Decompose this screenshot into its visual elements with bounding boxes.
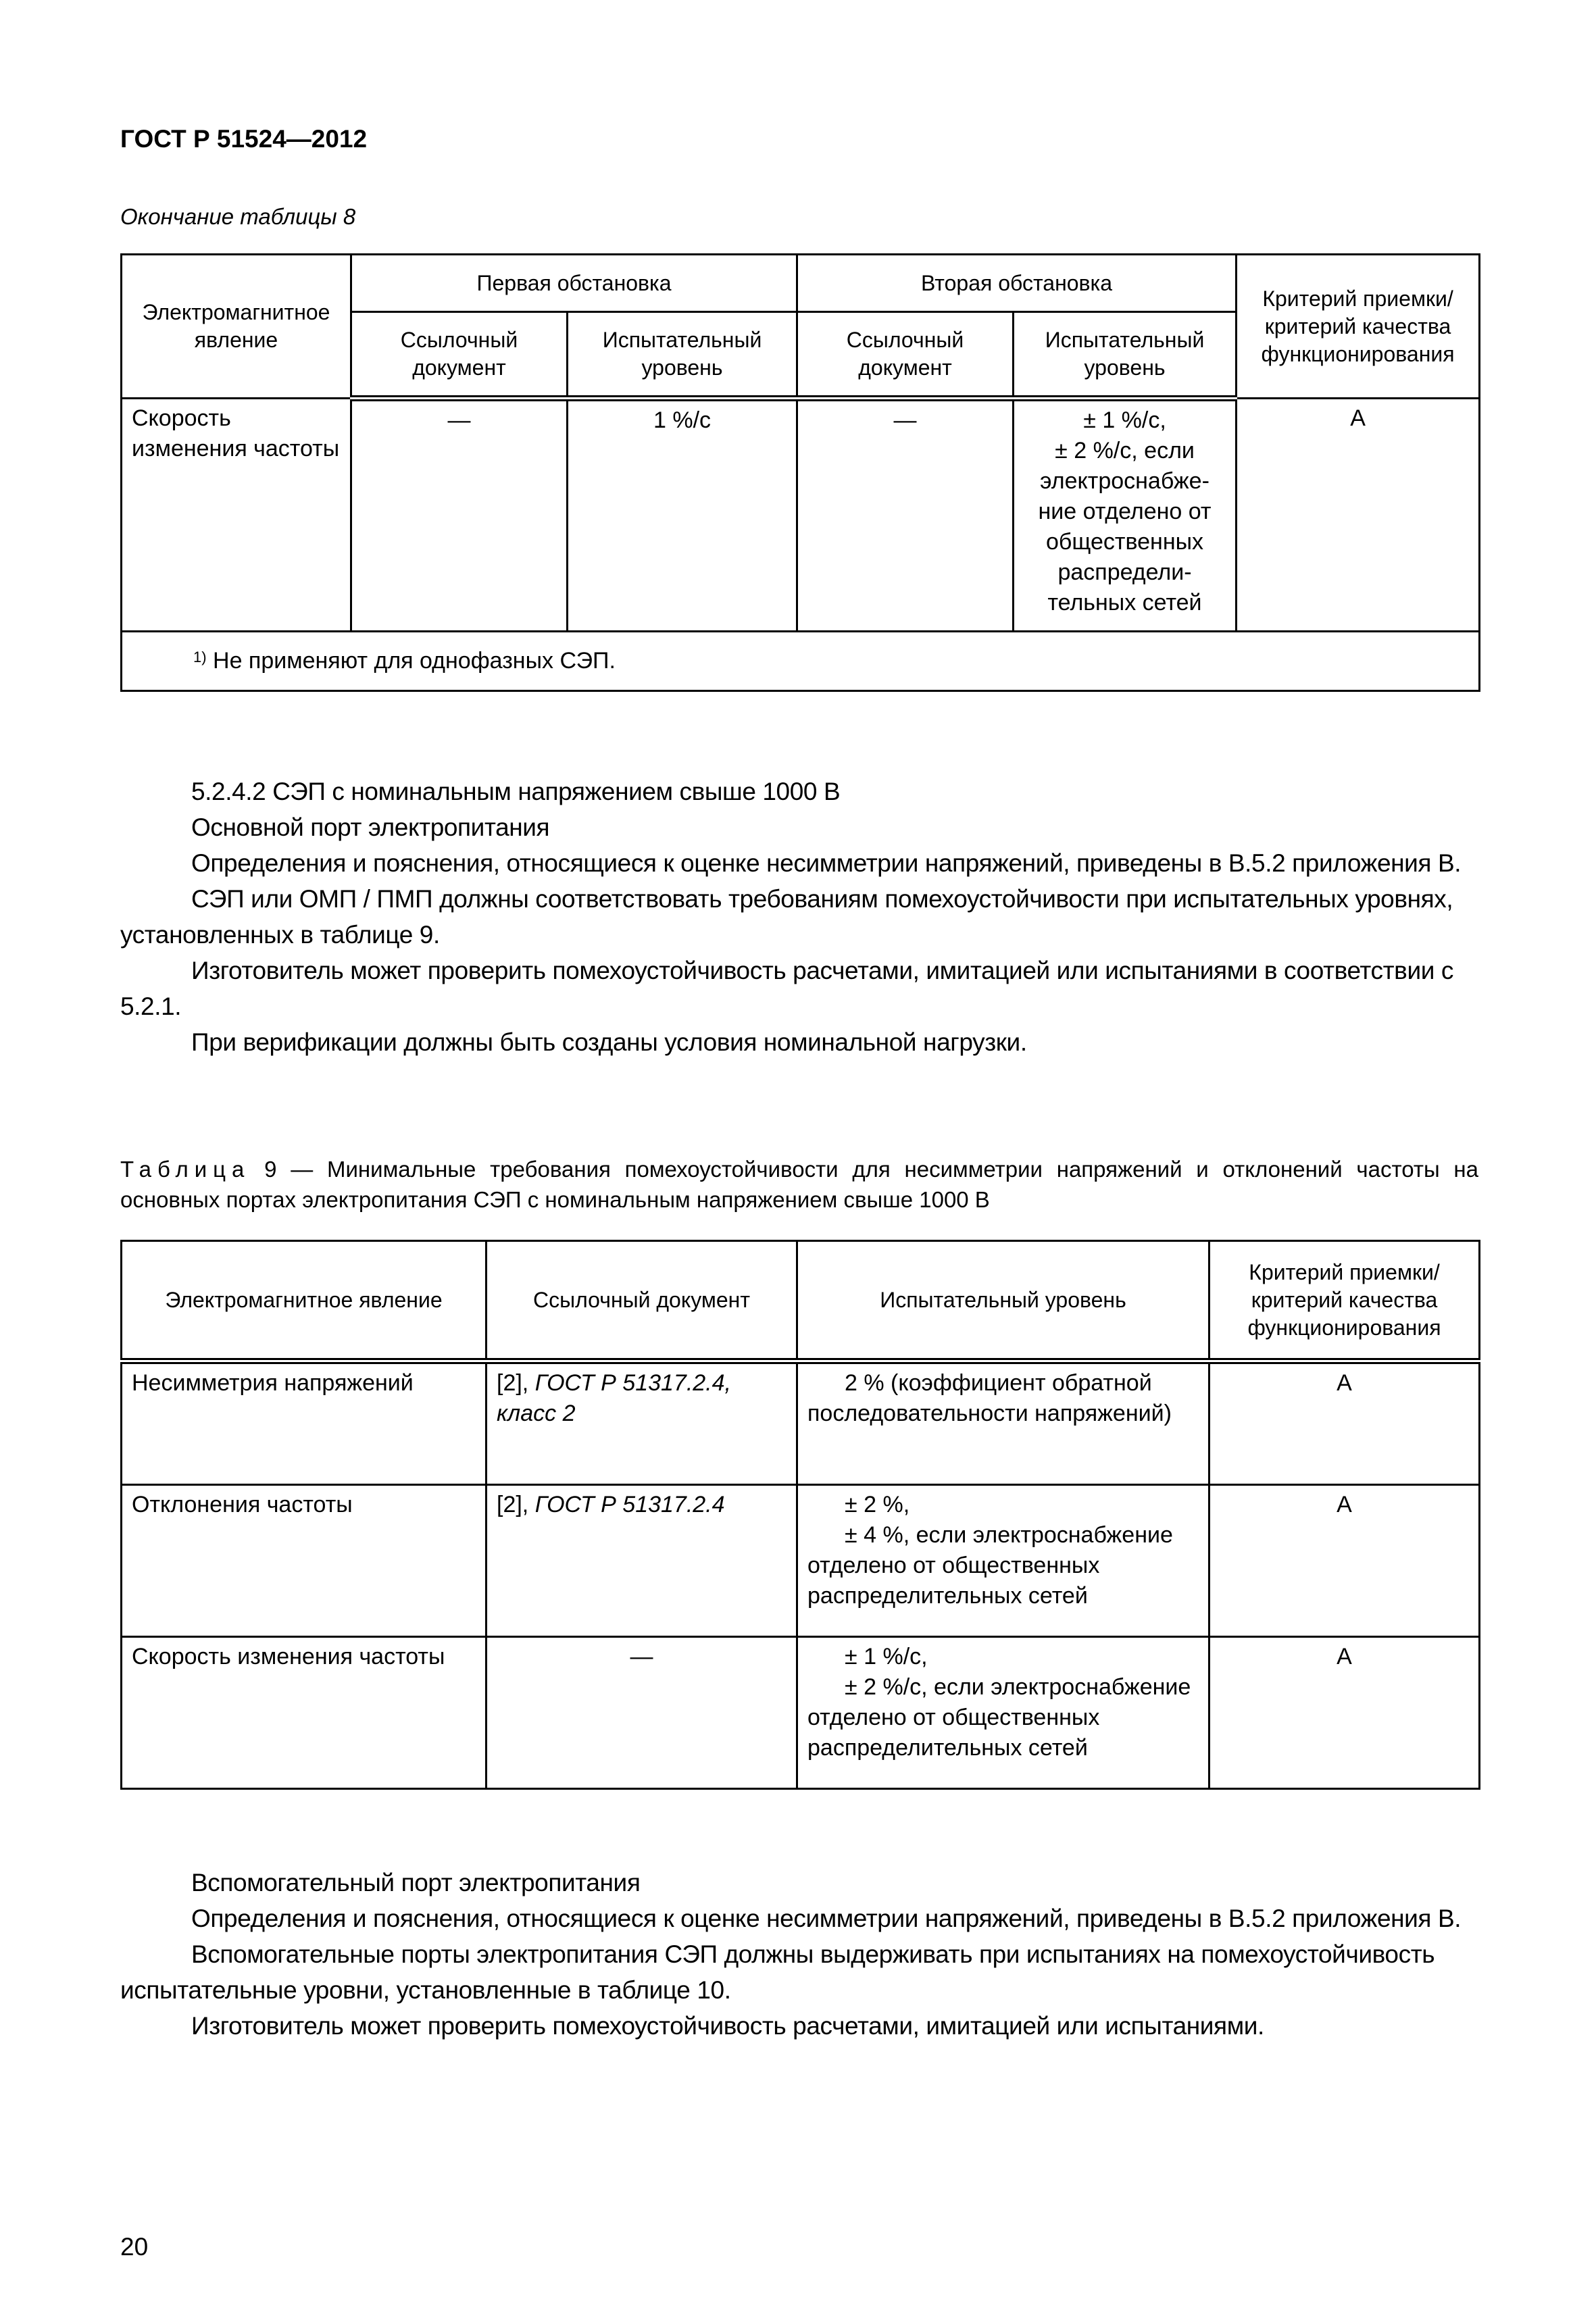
t8-cell-phenomenon: Скорость изменения частоты xyxy=(122,399,351,632)
t8-header-second: Вторая обстановка xyxy=(797,255,1237,312)
t8-cell-criterion: А xyxy=(1237,399,1480,632)
paragraph: Вспомогательные порты электропитания СЭП должны выдерживать при испытаниях на помехоустойчивость испытательные уровни, установленные в таблице 10. xyxy=(120,1940,1435,2004)
t9-cell-phenomenon: Отклонения частоты xyxy=(122,1485,487,1637)
ref-standard: ГОСТ Р 51317.2.4 xyxy=(534,1492,725,1517)
level-line-b: ± 4 %, если электроснабжение отделено от общественных распределительных сетей xyxy=(807,1522,1173,1609)
level-line-b: ± 2 %/с, если электроснабжение отделено от общественных распределительных сетей xyxy=(807,1674,1191,1761)
level-line-a: ± 1 %/с, xyxy=(845,1644,928,1669)
t8-header-level2: Испытательный уровень xyxy=(1014,312,1237,399)
t9-cell-criterion: А xyxy=(1210,1485,1480,1637)
t9-header-ref: Ссылочный документ xyxy=(487,1241,797,1361)
level-line-a: ± 2 %, xyxy=(845,1492,910,1517)
t9-header-criterion: Критерий приемки/ критерий качества функционирования xyxy=(1210,1241,1480,1361)
t8-header-criterion: Критерий приемки/ критерий качества функционирования xyxy=(1237,255,1480,399)
t9-header-level: Испытательный уровень xyxy=(797,1241,1210,1361)
section-2 xyxy=(120,1865,1478,2044)
subsection-heading: Основной порт электропитания xyxy=(191,813,550,841)
t8-header-ref2: Ссылочный документ xyxy=(797,312,1014,399)
t9-cell-phenomenon: Скорость изменения частоты xyxy=(122,1637,487,1789)
t8-cell-ref1: — xyxy=(351,399,568,632)
t9-header-phenomenon: Электромагнитное явление xyxy=(122,1241,487,1361)
t9-cell-level xyxy=(797,1485,1210,1637)
caption-text: 9 — Минимальные требования помехоустойчивости для несимметрии напряжений и отклонений частоты на основных портах электропитания СЭП с номинальным напряжением свыше 1000 В xyxy=(120,1157,1479,1212)
t9-cell-ref xyxy=(487,1361,797,1485)
t9-cell-ref xyxy=(487,1637,797,1789)
t8-header-level: Испытательный уровень xyxy=(568,312,797,399)
table-9-caption xyxy=(120,1154,1478,1215)
t8-header-ref: Ссылочный документ xyxy=(351,312,568,399)
ref-text: — xyxy=(630,1644,653,1669)
t8-cell-level2 xyxy=(1014,399,1237,632)
t9-cell-criterion: А xyxy=(1210,1361,1480,1485)
t9-cell-level xyxy=(797,1361,1210,1485)
table-row xyxy=(122,1485,1480,1637)
table-8 xyxy=(120,253,1480,692)
t9-cell-phenomenon: Несимметрия напряжений xyxy=(122,1361,487,1485)
paragraph: Определения и пояснения, относящиеся к оценке несимметрии напряжений, приведены в В.5.2 приложения В. xyxy=(191,849,1462,877)
ref-standard: ГОСТ Р 51317.2.4, класс 2 xyxy=(497,1370,731,1426)
paragraph: СЭП или ОМП / ПМП должны соответствовать требованиям помехоустойчивости при испытательных уровнях, установленных в таблице 9. xyxy=(120,885,1453,949)
section-heading: 5.2.4.2 СЭП с номинальным напряжением свыше 1000 В xyxy=(191,778,841,805)
table-row xyxy=(122,1637,1480,1789)
t8-footnote xyxy=(122,632,1480,691)
ref-text: [2], xyxy=(497,1492,535,1517)
section-1 xyxy=(120,774,1478,1060)
t8-level2-line-a: ± 1 %/с, xyxy=(1083,407,1166,433)
table-9 xyxy=(120,1240,1480,1790)
page-number: 20 xyxy=(120,2233,149,2261)
t8-header-phenomenon: Электромагнитное явление xyxy=(122,255,351,399)
t9-cell-criterion: А xyxy=(1210,1637,1480,1789)
paragraph: Изготовитель может проверить помехоустойчивость расчетами, имитацией или испытаниями. xyxy=(191,2012,1264,2040)
footnote-mark: 1) xyxy=(193,649,207,665)
table-8-caption: Окончание таблицы 8 xyxy=(120,204,356,229)
level-line-a: 2 % (коэффициент обратной последовательности напряжений) xyxy=(807,1370,1172,1426)
t8-cell-level1: 1 %/с xyxy=(568,399,797,632)
paragraph: При верификации должны быть созданы условия номинальной нагрузки. xyxy=(191,1028,1027,1056)
ref-text: [2], xyxy=(497,1370,535,1396)
t9-cell-ref xyxy=(487,1485,797,1637)
footnote-text: Не применяют для однофазных СЭП. xyxy=(213,648,616,674)
t8-level2-line-b: ± 2 %/с, если электроснабже-ние отделено от общественных распредели-тельных сетей xyxy=(1038,438,1212,615)
t8-header-first: Первая обстановка xyxy=(351,255,797,312)
table-row xyxy=(122,1361,1480,1485)
document-header: ГОСТ Р 51524—2012 xyxy=(120,125,368,153)
paragraph: Определения и пояснения, относящиеся к оценке несимметрии напряжений, приведены в В.5.2 приложения В. xyxy=(191,1905,1462,1932)
t8-cell-ref2: — xyxy=(797,399,1014,632)
table-row xyxy=(122,399,1480,632)
paragraph: Изготовитель может проверить помехоустойчивость расчетами, имитацией или испытаниями в соответствии с 5.2.1. xyxy=(120,957,1453,1020)
t9-cell-level xyxy=(797,1637,1210,1789)
subsection-heading: Вспомогательный порт электропитания xyxy=(191,1869,641,1896)
caption-word: Таблица xyxy=(120,1157,251,1182)
